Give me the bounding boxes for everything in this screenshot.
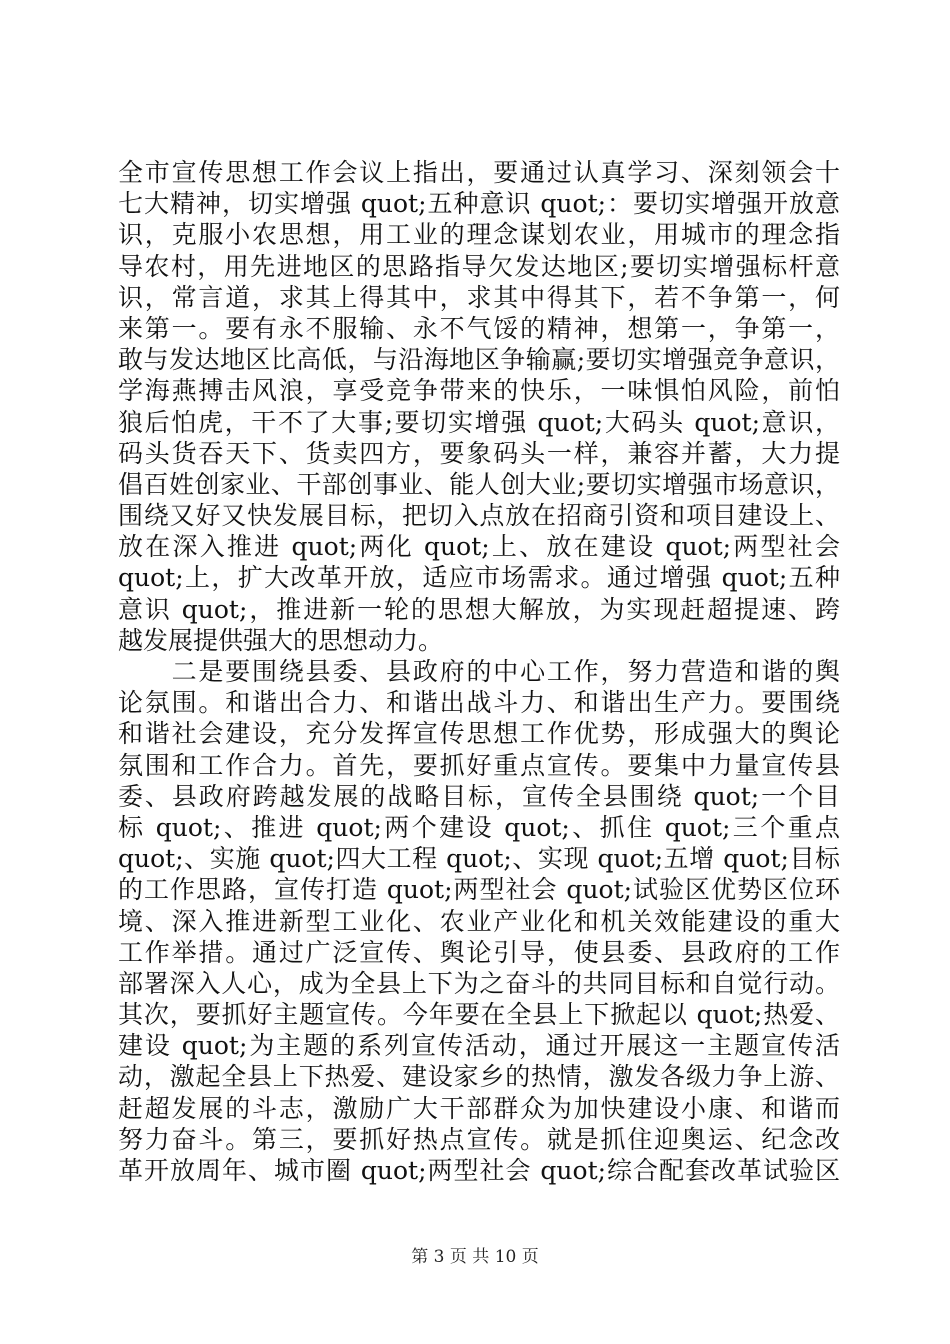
text-line: 学海燕搏击风浪，享受竞争带来的快乐，一味惧怕风险，前怕: [118, 376, 840, 406]
text-line: 越发展提供强大的思想动力。: [118, 625, 444, 655]
text-line: 建设 quot;为主题的系列宣传活动，通过开展这一主题宣传活: [118, 1031, 840, 1061]
text-line: 意识 quot;，推进新一轮的思想大解放，为实现赶超提速、跨: [118, 594, 840, 624]
text-line: 敢与发达地区比高低，与沿海地区争输赢;要切实增强竞争意识，: [118, 345, 840, 375]
text-line: 其次，要抓好主题宣传。今年要在全县上下掀起以 quot;热爱、: [118, 1000, 840, 1030]
text-line: 委、县政府跨越发展的战略目标，宣传全县围绕 quot;一个目: [118, 781, 840, 811]
page-number-footer: 第 3 页 共 10 页: [411, 1247, 539, 1267]
text-line: 努力奋斗。第三，要抓好热点宣传。就是抓住迎奥运、纪念改: [118, 1124, 840, 1154]
text-line: 来第一。要有永不服输、永不气馁的精神，想第一，争第一，: [118, 313, 840, 343]
text-line: quot;上，扩大改革开放，适应市场需求。通过增强 quot;五种: [118, 563, 840, 593]
text-line: quot;、实施 quot;四大工程 quot;、实现 quot;五增 quot;目标: [118, 844, 840, 874]
text-line: 境、深入推进新型工业化、农业产业化和机关效能建设的重大: [118, 906, 840, 936]
text-line: 标 quot;、推进 quot;两个建设 quot;、抓住 quot;三个重点: [118, 812, 840, 842]
text-line: 工作举措。通过广泛宣传、舆论引导，使县委、县政府的工作: [118, 937, 840, 967]
text-line: 识，克服小农思想，用工业的理念谋划农业，用城市的理念指: [118, 220, 840, 250]
text-line: 部署深入人心，成为全县上下为之奋斗的共同目标和自觉行动。: [118, 968, 840, 998]
text-line: 和谐社会建设，充分发挥宣传思想工作优势，形成强大的舆论: [118, 719, 840, 749]
text-line: 放在深入推进 quot;两化 quot;上、放在建设 quot;两型社会: [118, 532, 840, 562]
text-line: 狼后怕虎，干不了大事;要切实增强 quot;大码头 quot;意识，: [118, 407, 840, 437]
body-text: [118, 157, 840, 1186]
text-line: 赶超发展的斗志，激励广大干部群众为加快建设小康、和谐而: [118, 1093, 840, 1123]
text-line: 围绕又好又快发展目标，把切入点放在招商引资和项目建设上、: [118, 501, 840, 531]
text-line: 码头货吞天下、货卖四方，要象码头一样，兼容并蓄，大力提: [118, 438, 840, 468]
text-line: 倡百姓创家业、干部创事业、能人创大业;要切实增强市场意识，: [118, 469, 840, 499]
text-line: 动，激起全县上下热爱、建设家乡的热情，激发各级力争上游、: [118, 1062, 840, 1092]
text-line: 导农村，用先进地区的思路指导欠发达地区;要切实增强标杆意: [118, 251, 840, 281]
text-line: 的工作思路，宣传打造 quot;两型社会 quot;试验区优势区位环: [118, 875, 840, 905]
text-line: 氛围和工作合力。首先，要抓好重点宣传。要集中力量宣传县: [118, 750, 840, 780]
text-line: 二是要围绕县委、县政府的中心工作，努力营造和谐的舆: [118, 657, 840, 686]
text-line: 识，常言道，求其上得其中，求其中得其下，若不争第一，何: [118, 282, 840, 312]
text-line: 论氛围。和谐出合力、和谐出战斗力、和谐出生产力。要围绕: [118, 688, 840, 718]
text-line: 七大精神，切实增强 quot;五种意识 quot;：要切实增强开放意: [118, 189, 840, 219]
text-line: 革开放周年、城市圈 quot;两型社会 quot;综合配套改革试验区: [118, 1156, 840, 1185]
text-line: 全市宣传思想工作会议上指出，要通过认真学习、深刻领会十: [118, 158, 840, 187]
